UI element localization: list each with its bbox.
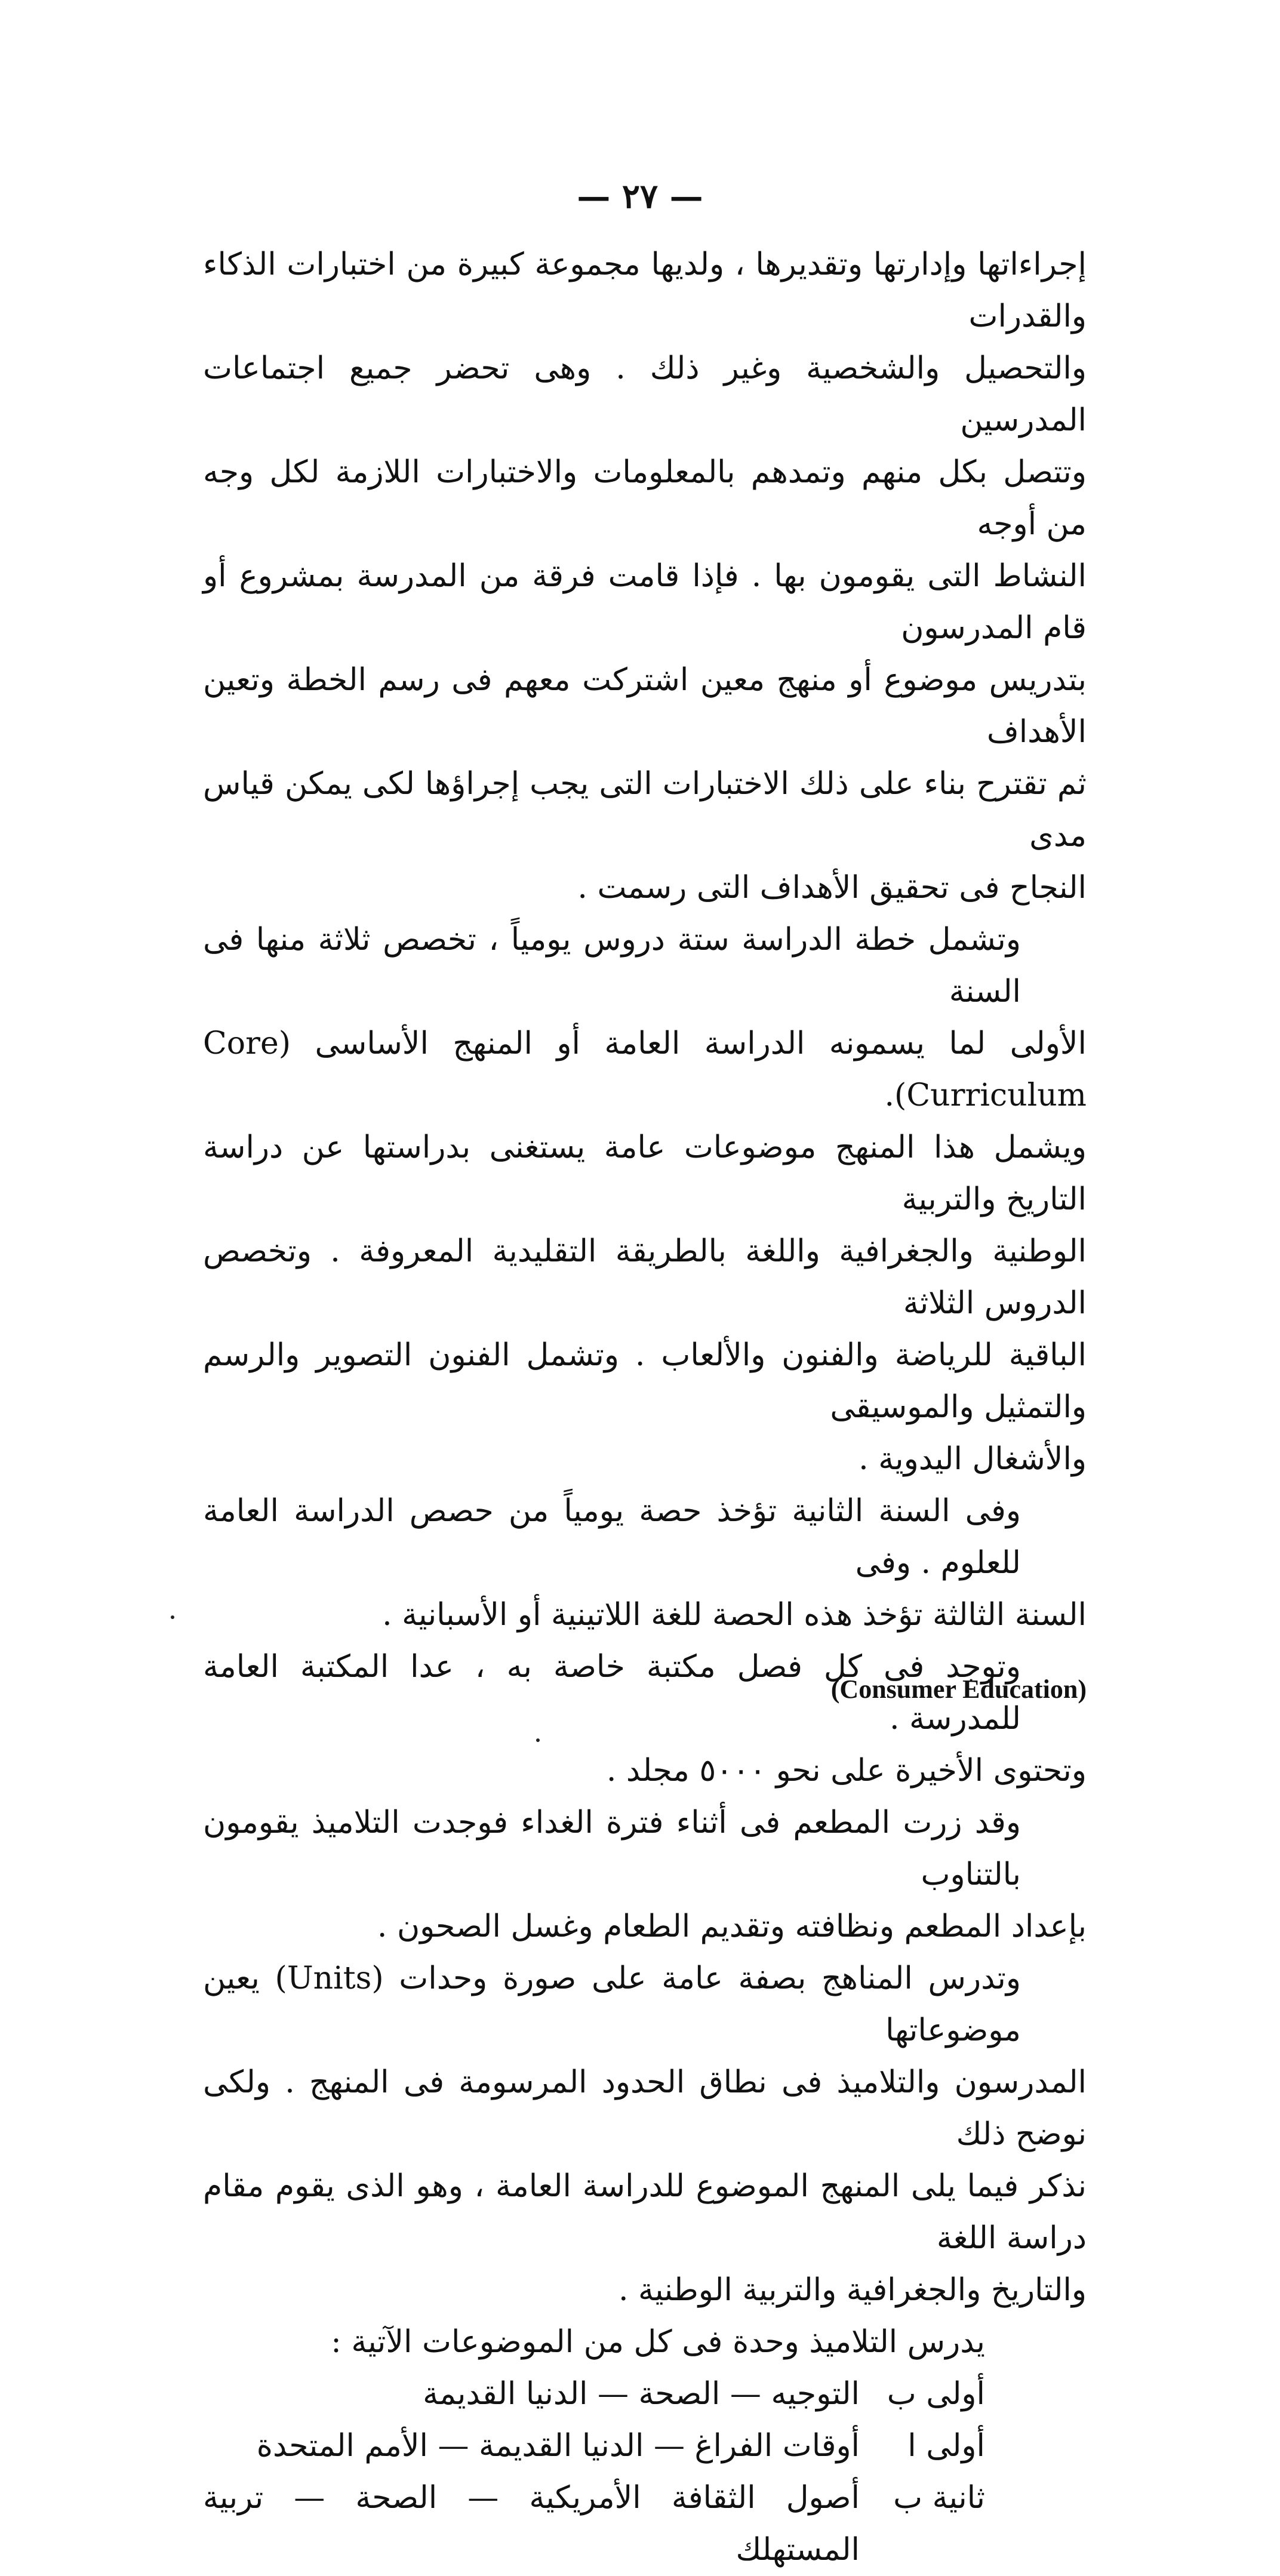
text-line: نذكر فيما يلى المنهج الموضوع للدراسة العامة ، وهو الذى يقوم مقام دراسة اللغة [203, 2168, 1087, 2256]
text-line: الباقية للرياضة والفنون والألعاب . وتشمل الفنون التصوير والرسم والتمثيل والموسيقى [203, 1337, 1087, 1425]
body-text [203, 239, 1087, 2576]
text-line: وتحتوى الأخيرة على نحو ٥٠٠٠ مجلد . [606, 1753, 1087, 1789]
text-line: النجاح فى تحقيق الأهداف التى رسمت . [577, 870, 1087, 906]
text-line: والتحصيل والشخصية وغير ذلك . وهى تحضر جميع اجتماعات المدرسين [203, 350, 1087, 438]
text-line: الوطنية والجغرافية واللغة بالطريقة التقليدية المعروفة . وتخصص الدروس الثلاثة [203, 1233, 1087, 1321]
footer-note: (Consumer Education) [830, 1675, 1087, 1704]
list-item-grade: ثانية ب [893, 2480, 985, 2516]
text-line: بإعداد المطعم ونظافته وتقديم الطعام وغسل الصحون . [377, 1909, 1087, 1944]
units-list [203, 2316, 1087, 2576]
list-item-grade: أولى ب [887, 2376, 985, 2412]
text-line: وقد زرت المطعم فى أثناء فترة الغداء فوجدت التلاميذ يقومون بالتناوب [203, 1805, 1021, 1892]
list-item-topics: التوجيه — الصحة — الدنيا القديمة [423, 2376, 860, 2412]
page-number: — ٢٧ — [577, 177, 703, 216]
list-item [203, 2368, 1087, 2420]
text-line: السنة الثالثة تؤخذ هذه الحصة للغة اللاتينية أو الأسبانية . [382, 1597, 1087, 1633]
text-line: وتدرس المناهج بصفة عامة على صورة وحدات (Units) يعين موضوعاتها [203, 1961, 1021, 2048]
text-line: ويشمل هذا المنهج موضوعات عامة يستغنى بدراستها عن دراسة التاريخ والتربية [203, 1129, 1087, 1217]
text-line: والتاريخ والجغرافية والتربية الوطنية . [619, 2272, 1087, 2308]
paragraph-2 [203, 914, 1087, 1485]
paragraph-3 [203, 1485, 1087, 1641]
text-line: وتتصل بكل منهم وتمدهم بالمعلومات والاختبارات اللازمة لكل وجه من أوجه [203, 454, 1087, 542]
paragraph-4 [203, 1641, 1087, 1797]
list-item-grade: أولى ا [907, 2428, 985, 2464]
text-line: إجراءاتها وإدارتها وتقديرها ، ولديها مجموعة كبيرة من اختبارات الذكاء والقدرات [203, 247, 1087, 334]
scan-speck [171, 1615, 174, 1619]
list-item-topics: أوقات الفراغ — الدنيا القديمة — الأمم المتحدة [256, 2428, 860, 2464]
text-line: ثم تقترح بناء على ذلك الاختبارات التى يجب إجراؤها لكى يمكن قياس مدى [203, 766, 1087, 854]
text-line: وتوجد فى كل فصل مكتبة خاصة به ، عدا المكتبة العامة للمدرسة . [203, 1649, 1021, 1737]
list-intro: يدرس التلاميذ وحدة فى كل من الموضوعات الآتية : [331, 2324, 985, 2360]
text-line: بتدريس موضوع أو منهج معين اشتركت معهم فى رسم الخطة وتعين الأهداف [203, 662, 1087, 750]
paragraph-5 [203, 1797, 1087, 1953]
text-line: والأشغال اليدوية . [859, 1441, 1087, 1477]
scan-speck [536, 1738, 540, 1742]
text-line: النشاط التى يقومون بها . فإذا قامت فرقة من المدرسة بمشروع أو قام المدرسون [203, 558, 1087, 646]
paragraph-6 [203, 1953, 1087, 2316]
text-line: وتشمل خطة الدراسة ستة دروس يومياً ، تخصص ثلاثة منها فى السنة [203, 922, 1021, 1010]
list-item [203, 2472, 1087, 2576]
text-line: الأولى لما يسمونه الدراسة العامة أو المنهج الأساسى (Core Curriculum). [203, 1026, 1087, 1113]
list-item [203, 2420, 1087, 2472]
text-line: وفى السنة الثانية تؤخذ حصة يومياً من حصص الدراسة العامة للعلوم . وفى [203, 1493, 1021, 1581]
list-item-topics: أصول الثقافة الأمريكية — الصحة — تربية المستهلك [203, 2480, 860, 2568]
text-line: المدرسون والتلاميذ فى نطاق الحدود المرسومة فى المنهج . ولكى نوضح ذلك [203, 2064, 1087, 2152]
paragraph-1 [203, 239, 1087, 914]
